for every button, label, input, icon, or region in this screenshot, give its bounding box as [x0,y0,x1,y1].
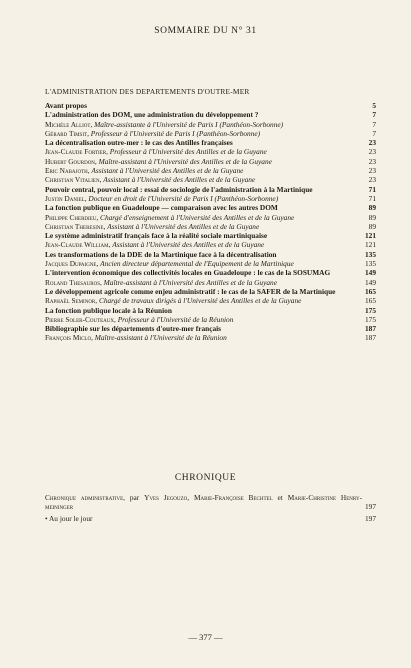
entry-title: Avant propos [45,101,87,110]
page-number: 149 [364,277,376,287]
section-title: L'ADMINISTRATION DES DEPARTEMENTS D'OUTRE-MER [45,87,250,96]
toc-article[interactable] [45,138,376,147]
toc-entry[interactable]: Chronique administrative, par Yves Jegouzo, Marie-Françoise Bechtel et Marie-Christine Henry-meininger 197 [45,493,376,512]
chronique-list [45,493,376,523]
author-affiliation: Maître-assistant à l'Université des Antilles et de la Guyane [98,156,272,166]
entry-title: Pouvoir central, pouvoir local : essai de sociologie de l'administration à la Martinique [45,184,313,194]
page-number: 71 [368,184,376,194]
page-number: 121 [364,240,376,250]
toc-author[interactable]: Michèle Alliot, Maître-assistante à l'Université de Paris I (Panthéon-Sorbonne) 7 [45,119,376,129]
toc-article[interactable] [45,306,376,315]
page-number: 135 [364,249,376,259]
page-number: 23 [368,147,376,157]
author-name: Jacques Dupaigne [45,259,97,269]
page-number: 187 [364,333,376,343]
author-name: Roland Thesauros [45,277,100,287]
footer-page-number: — 377 — [188,632,223,642]
author-name: Raphaël Seminor [45,296,96,306]
page-number: 165 [364,286,376,296]
entry-title: Bibliographie sur les départements d'outre-mer français [45,324,222,334]
author-affiliation: Chargé de travaux dirigés à l'Université des Antilles et de la Guyane [98,296,302,306]
page-number: 5 [372,101,376,110]
toc-author[interactable]: François Miclo, Maître-assistant à l'Université de la Réunion 187 [45,333,376,343]
toc-article[interactable] [45,287,376,296]
author-name: Eric Nabajoth [45,166,88,176]
chronique-title: CHRONIQUE [174,473,237,483]
entry-title: L'administration des DOM, une administration du développement ? [45,110,259,120]
toc-article[interactable] [45,250,376,259]
page-number: 7 [372,119,376,129]
page-number: 23 [368,156,376,166]
page-number: 89 [368,212,376,222]
author-name: Pierre Soler-Couteaux [45,314,115,324]
toc-author[interactable]: Christian Theresine, Assistant à l'Université des Antilles et de la Guyane 89 [45,221,376,231]
toc-author[interactable]: Eric Nabajoth, Assistant à l'Université des Antilles et de la Guyane 23 [45,166,376,176]
page-number: 23 [368,166,376,176]
entry-title: Le système administratif français face à la réalité sociale martiniquaise [45,231,268,241]
toc-author[interactable]: Jean-Claude William, Assistant à l'Université des Antilles et de la Guyane 121 [45,240,376,250]
author-affiliation: Maître-assistant à l'Université des Antilles et de la Guyane [103,277,277,287]
author-affiliation: Assistant à l'Université des Antilles et de la Guyane [91,166,244,176]
chronique-heading: Chronique administrative [45,493,124,502]
table-of-contents [45,101,376,343]
author-name: Hubert Gourdon [45,156,95,166]
toc-author[interactable]: Justin Daniel, Docteur en droit de l'Université de Paris I (Panthéon-Sorbonne) 71 [45,193,376,203]
page-number: 175 [364,305,376,315]
author-name: Jean-Claude Fortier [45,147,107,157]
entry-title: La fonction publique en Guadeloupe — comparaison avec les autres DOM [45,203,278,213]
author-affiliation: Docteur en droit de l'Université de Paris I (Panthéon-Sorbonne) [88,193,279,203]
author-name: Christian Theresine [45,221,104,231]
toc-article[interactable] [45,110,376,119]
entry-title: La décentralisation outre-mer : le cas des Antilles françaises [45,138,233,148]
page-number: 187 [364,324,376,334]
page-number: 71 [368,193,376,203]
entry-title: • Au jour le jour [45,513,93,523]
page-number: 135 [364,259,376,269]
page-number: 23 [368,175,376,185]
page-number: 149 [364,268,376,278]
entry-title: Le développement agricole comme enjeu administratif : le cas de la SAFER de la Martinique [45,286,336,296]
author-affiliation: Chargé d'enseignement à l'Université des Antilles et de la Guyane [100,212,295,222]
page-title: SOMMAIRE DU N° 31 [154,26,257,36]
page-number: 23 [368,138,376,148]
toc-article[interactable] [45,268,376,277]
page-number: 7 [372,110,376,120]
entry-title: Les transformations de la DDE de la Martinique face à la décentralisation [45,249,277,259]
page-number: 89 [368,221,376,231]
author-name: Michèle Alliot [45,119,91,129]
author-name: Christian Vitalien [45,175,100,185]
toc-article[interactable] [45,324,376,333]
toc-author[interactable]: Roland Thesauros, Maître-assistant à l'Université des Antilles et de la Guyane 149 [45,277,376,287]
page-number: 7 [372,128,376,138]
author-affiliation: Maître-assistant à l'Université de la Réunion [94,333,227,343]
author-name: Philippe Cherdieu [45,212,97,222]
toc-author[interactable]: Philippe Cherdieu, Chargé d'enseignement à l'Université des Antilles et de la Guyane 89 [45,212,376,222]
toc-article[interactable] [45,203,376,212]
author-affiliation: Professeur à l'Université de Paris I (Panthéon-Sorbonne) [90,128,261,138]
page-number: 197 [364,502,376,512]
author-affiliation: Ancien directeur départemental de l'Equipement de la Martinique [100,259,294,269]
author-name: Yves Jegouzo [144,493,188,502]
toc-entry[interactable] [45,514,376,523]
page-number: 165 [364,296,376,306]
author-name: François Miclo [45,333,92,343]
page-number: 89 [368,203,376,213]
toc-author[interactable]: Hubert Gourdon, Maître-assistant à l'Université des Antilles et de la Guyane 23 [45,156,376,166]
page-number: 121 [364,231,376,241]
page-number: 175 [364,314,376,324]
toc-author[interactable]: Christian Vitalien, Assistant à l'Université des Antilles et de la Guyane 23 [45,175,376,185]
toc-author[interactable]: Raphaël Seminor, Chargé de travaux dirigés à l'Université des Antilles et de la Guyane 165 [45,296,376,306]
author-affiliation: Professeur à l'Université de la Réunion [117,314,234,324]
author-affiliation: Assistant à l'Université des Antilles et de la Guyane [107,221,260,231]
author-name: Jean-Claude William [45,240,109,250]
entry-title: La fonction publique locale à la Réunion [45,305,172,315]
toc-author[interactable]: Gérard Timsit, Professeur à l'Université de Paris I (Panthéon-Sorbonne) 7 [45,128,376,138]
author-name: Justin Daniel [45,193,85,203]
author-affiliation: Maître-assistante à l'Université de Paris I (Panthéon-Sorbonne) [94,119,284,129]
toc-article[interactable] [45,231,376,240]
author-name: Marie-Françoise Bechtel [193,493,273,502]
toc-article[interactable] [45,185,376,194]
author-affiliation: Assistant à l'Université des Antilles et de la Guyane [112,240,265,250]
author-name: Gérard Timsit [45,128,88,138]
toc-author[interactable]: Pierre Soler-Couteaux, Professeur à l'Université de la Réunion 175 [45,314,376,324]
toc-author[interactable]: Jacques Dupaigne, Ancien directeur départemental de l'Equipement de la Martinique 135 [45,259,376,269]
toc-author[interactable]: Jean-Claude Fortier, Professeur à l'Université des Antilles et de la Guyane 23 [45,147,376,157]
author-affiliation: Assistant à l'Université des Antilles et de la Guyane [103,175,256,185]
toc-article[interactable] [45,101,376,110]
page-number: 197 [364,513,376,523]
author-affiliation: Professeur à l'Université des Antilles et de la Guyane [109,147,267,157]
author-name: Marie-Christine Henry-meininger [45,493,363,512]
entry-title: L'intervention économique des collectivités locales en Guadeloupe : le cas de la SOSUMAG [45,268,331,278]
